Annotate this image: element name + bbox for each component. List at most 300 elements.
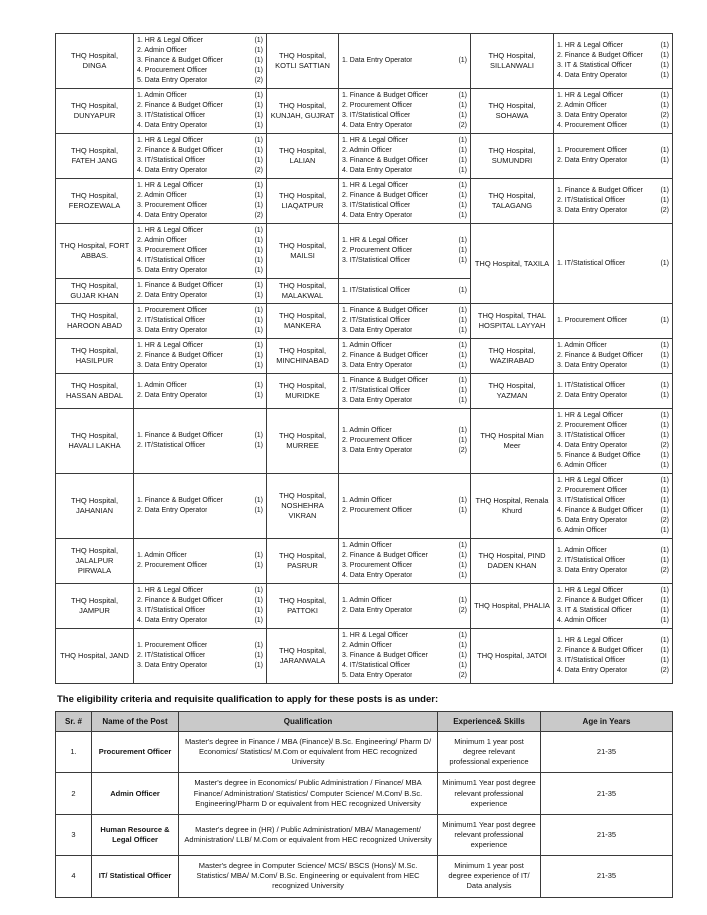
post-count: (1)	[660, 62, 669, 69]
post-count: (1)	[254, 597, 263, 604]
header-sr: Sr. #	[56, 712, 92, 732]
post-label: 2. IT/Statistical Officer	[557, 557, 626, 564]
post-line	[342, 91, 467, 101]
post-count: (2)	[660, 442, 669, 449]
post-line	[342, 201, 467, 211]
post-count: (2)	[458, 447, 467, 454]
post-label: 3. IT/Statistical Officer	[137, 607, 206, 614]
hospital-name-cell: THQ Hospital, YAZMAN	[471, 374, 554, 409]
post-line	[342, 246, 467, 256]
post-count: (1)	[660, 422, 669, 429]
post-label: 3. Finance & Budget Officer	[137, 57, 223, 64]
post-count: (1)	[458, 102, 467, 109]
post-label: 1. Finance & Budget Officer	[557, 187, 643, 194]
post-label: 2. Finance & Budget Officer	[342, 552, 428, 559]
hospital-posts-cell	[134, 584, 267, 629]
post-line	[557, 486, 669, 496]
post-label: 1. Admin Officer	[137, 382, 187, 389]
hospital-name-cell: THQ Hospital, TAXILA	[471, 224, 554, 304]
post-label: 3. Data Entry Operator	[342, 327, 413, 334]
post-count: (1)	[660, 259, 669, 267]
post-label: 3. Data Entry Operator	[137, 662, 208, 669]
post-label: 3. Data Entry Operator	[137, 327, 208, 334]
post-count: (1)	[660, 487, 669, 494]
post-label: 4. Finance & Budget Officer	[557, 507, 643, 514]
post-count: (1)	[458, 387, 467, 394]
post-label: 1. HR & Legal Officer	[342, 632, 409, 639]
hospital-posts-cell	[339, 224, 471, 279]
post-line	[342, 631, 467, 641]
post-count: (1)	[254, 237, 263, 244]
hospital-posts-cell	[339, 179, 471, 224]
post-label: 1. HR & Legal Officer	[557, 637, 624, 644]
post-count: (1)	[254, 317, 263, 324]
post-label: 2. IT/Statistical Officer	[557, 197, 626, 204]
post-line	[137, 256, 263, 266]
post-label: 3. IT/Statistical Officer	[137, 157, 206, 164]
post-line	[137, 381, 263, 391]
post-label: 4. IT/Statistical Officer	[342, 662, 411, 669]
post-label: 3. Data Entry Operator	[342, 397, 413, 404]
post-label: 1. Data Entry Operator	[342, 57, 413, 64]
post-label: 2. Data Entry Operator	[342, 607, 413, 614]
header-experience: Experience& Skills	[438, 712, 541, 732]
post-label: 3. Data Entry Operator	[557, 362, 628, 369]
post-line	[557, 496, 669, 506]
hospital-posts-cell	[554, 224, 673, 304]
post-line	[557, 381, 669, 391]
post-label: 5. Data Entry Operator	[557, 517, 628, 524]
hospital-posts-cell	[339, 374, 471, 409]
post-label: 3. IT/Statistical Officer	[342, 112, 411, 119]
post-line	[557, 259, 669, 269]
post-line	[137, 561, 263, 571]
post-line	[137, 226, 263, 236]
post-line	[342, 316, 467, 326]
post-label: 1. HR & Legal Officer	[342, 182, 409, 189]
post-count: (1)	[458, 167, 467, 174]
criteria-post-name: IT/ Statistical Officer	[92, 856, 179, 897]
post-line	[342, 191, 467, 201]
post-line	[557, 121, 669, 131]
post-count: (1)	[660, 607, 669, 614]
post-label: 2. Admin Officer	[137, 237, 187, 244]
hospital-row	[56, 89, 673, 134]
hospital-posts-cell	[554, 339, 673, 374]
post-line	[342, 101, 467, 111]
post-count: (1)	[254, 147, 263, 154]
post-count: (1)	[660, 362, 669, 369]
post-label: 4. Procurement Officer	[137, 67, 208, 74]
post-count: (1)	[458, 352, 467, 359]
criteria-sr: 3	[56, 814, 92, 855]
post-line	[557, 616, 669, 626]
post-label: 3. Procurement Officer	[137, 247, 208, 254]
post-line	[137, 616, 263, 626]
post-line	[342, 361, 467, 371]
post-line	[342, 571, 467, 581]
post-line	[557, 196, 669, 206]
post-count: (1)	[254, 102, 263, 109]
post-line	[557, 461, 669, 471]
criteria-experience: Minimum1 Year post degree relevant professional experience	[438, 814, 541, 855]
post-count: (1)	[458, 202, 467, 209]
post-count: (1)	[660, 102, 669, 109]
post-line	[137, 246, 263, 256]
post-line	[137, 56, 263, 66]
post-line	[342, 596, 467, 606]
criteria-age: 21-35	[541, 814, 673, 855]
post-count: (1)	[254, 122, 263, 129]
post-label: 1. Admin Officer	[342, 542, 392, 549]
post-label: 4. Data Entry Operator	[342, 167, 413, 174]
post-line	[342, 541, 467, 551]
post-line	[342, 236, 467, 246]
hospital-row	[56, 339, 673, 374]
post-line	[557, 41, 669, 51]
hospital-name-cell: THQ Hospital, PATTOKI	[267, 584, 339, 629]
post-line	[557, 391, 669, 401]
post-line	[137, 326, 263, 336]
post-line	[557, 351, 669, 361]
post-label: 2. Procurement Officer	[557, 422, 628, 429]
hospital-posts-cell	[134, 409, 267, 474]
post-count: (1)	[660, 52, 669, 59]
post-line	[342, 651, 467, 661]
post-line	[557, 506, 669, 516]
post-count: (1)	[254, 67, 263, 74]
post-label: 1. Procurement Officer	[137, 307, 208, 314]
hospital-name-cell: THQ Hospital, MURREE	[267, 409, 339, 474]
post-line	[137, 136, 263, 146]
post-count: (1)	[254, 202, 263, 209]
post-line	[137, 281, 263, 291]
post-count: (1)	[254, 342, 263, 349]
post-label: 1. Admin Officer	[557, 547, 607, 554]
post-count: (1)	[660, 392, 669, 399]
post-label: 1. HR & Legal Officer	[557, 477, 624, 484]
hospital-row	[56, 374, 673, 409]
post-label: 3. IT/Statistical Officer	[342, 257, 411, 264]
hospital-posts-cell	[554, 474, 673, 539]
post-label: 1. Finance & Budget Officer	[342, 377, 428, 384]
post-count: (1)	[660, 462, 669, 469]
post-count: (1)	[458, 137, 467, 144]
hospital-name-cell: THQ Hospital Mian Meer	[471, 409, 554, 474]
post-label: 1. Finance & Budget Officer	[342, 307, 428, 314]
post-count: (1)	[254, 552, 263, 559]
post-line	[342, 286, 467, 296]
hospital-posts-cell	[134, 224, 267, 279]
post-label: 3. Procurement Officer	[137, 202, 208, 209]
post-count: (1)	[458, 562, 467, 569]
post-count: (2)	[254, 167, 263, 174]
post-count: (1)	[254, 192, 263, 199]
post-label: 1. HR & Legal Officer	[557, 42, 624, 49]
post-line	[342, 641, 467, 651]
post-line	[557, 411, 669, 421]
post-count: (1)	[660, 557, 669, 564]
post-label: 2. Data Entry Operator	[137, 507, 208, 514]
hospital-name-cell: THQ Hospital, MINCHINABAD	[267, 339, 339, 374]
post-line	[137, 66, 263, 76]
post-label: 1. HR & Legal Officer	[137, 37, 204, 44]
post-count: (1)	[254, 587, 263, 594]
criteria-age: 21-35	[541, 856, 673, 897]
hospital-posts-cell	[134, 539, 267, 584]
hospital-name-cell: THQ Hospital, MAILSI	[267, 224, 339, 279]
criteria-qualification: Master's degree in Finance / MBA (Finance)/ B.Sc. Engineering/ Pharm D/ Economics/ Statistics/ M.Com or equivalent from HEC recognized University	[179, 732, 438, 773]
post-count: (1)	[458, 317, 467, 324]
post-label: 1. HR & Legal Officer	[137, 182, 204, 189]
post-count: (1)	[660, 647, 669, 654]
post-label: 4. Data Entry Operator	[342, 122, 413, 129]
hospital-name-cell: THQ Hospital, Renala Khurd	[471, 474, 554, 539]
post-count: (1)	[254, 157, 263, 164]
post-label: 6. Admin Officer	[557, 462, 607, 469]
hospital-posts-cell	[554, 374, 673, 409]
post-count: (1)	[660, 92, 669, 99]
post-line	[557, 186, 669, 196]
post-count: (1)	[254, 662, 263, 669]
post-label: 2. Finance & Budget Officer	[557, 52, 643, 59]
post-count: (1)	[458, 212, 467, 219]
hospital-posts-cell	[134, 339, 267, 374]
hospital-name-cell: THQ Hospital, JATOI	[471, 629, 554, 684]
post-line	[137, 596, 263, 606]
post-line	[557, 666, 669, 676]
post-count: (2)	[254, 212, 263, 219]
post-count: (1)	[660, 477, 669, 484]
hospital-name-cell: THQ Hospital, JAHANIAN	[56, 474, 134, 539]
post-label: 3. Data Entry Operator	[557, 207, 628, 214]
hospital-posts-cell	[339, 629, 471, 684]
post-count: (2)	[458, 122, 467, 129]
post-count: (1)	[458, 307, 467, 314]
post-line	[137, 391, 263, 401]
post-label: 2. Procurement Officer	[342, 247, 413, 254]
post-label: 1. Procurement Officer	[557, 147, 628, 154]
post-count: (1)	[254, 617, 263, 624]
hospital-posts-cell	[339, 304, 471, 339]
post-line	[137, 641, 263, 651]
post-label: 2. Admin Officer	[137, 192, 187, 199]
post-count: (1)	[458, 642, 467, 649]
post-line	[557, 91, 669, 101]
criteria-experience: Minimum1 Year post degree relevant professional experience	[438, 773, 541, 814]
post-label: 2. Procurement Officer	[342, 507, 413, 514]
post-count: (1)	[458, 497, 467, 504]
post-label: 1. Procurement Officer	[137, 642, 208, 649]
post-count: (1)	[254, 292, 263, 299]
post-count: (1)	[458, 437, 467, 444]
post-count: (1)	[660, 507, 669, 514]
hospital-name-cell: THQ Hospital, JALALPUR PIRWALA	[56, 539, 134, 584]
post-count: (1)	[660, 432, 669, 439]
post-line	[557, 431, 669, 441]
post-label: 1. Admin Officer	[342, 342, 392, 349]
post-line	[342, 256, 467, 266]
criteria-row	[56, 856, 673, 897]
criteria-sr: 4	[56, 856, 92, 897]
post-count: (1)	[254, 267, 263, 274]
post-line	[342, 341, 467, 351]
post-count: (1)	[458, 572, 467, 579]
criteria-age: 21-35	[541, 732, 673, 773]
hospital-row	[56, 34, 673, 89]
post-count: (1)	[458, 327, 467, 334]
hospital-name-cell: THQ Hospital, HASILPUR	[56, 339, 134, 374]
post-line	[342, 496, 467, 506]
post-label: 1. Admin Officer	[342, 597, 392, 604]
post-count: (1)	[458, 192, 467, 199]
post-label: 1. Admin Officer	[557, 342, 607, 349]
criteria-experience: Minimum 1 year post degree experience of IT/ Data analysis	[438, 856, 541, 897]
post-label: 6. Admin Officer	[557, 527, 607, 534]
post-label: 3. IT/Statistical Officer	[557, 657, 626, 664]
hospital-posts-cell	[339, 409, 471, 474]
hospital-name-cell: THQ Hospital, PASRUR	[267, 539, 339, 584]
post-label: 2. Finance & Budget Officer	[557, 647, 643, 654]
post-line	[137, 306, 263, 316]
hospital-posts-cell	[134, 304, 267, 339]
post-count: (1)	[254, 352, 263, 359]
post-line	[342, 326, 467, 336]
post-count: (1)	[254, 652, 263, 659]
post-line	[137, 606, 263, 616]
criteria-qualification: Master's degree in Economics/ Public Administration / Finance/ MBA Finance/ Administration/ Statistics/ Computer Science/ M.Com/ B.Sc. Engineering/Pharm D or equivalent from HEC recognized University	[179, 773, 438, 814]
post-label: 2. Admin Officer	[342, 147, 392, 154]
post-count: (1)	[254, 382, 263, 389]
post-count: (1)	[660, 317, 669, 324]
hospital-posts-cell	[134, 629, 267, 684]
post-label: 4. Data Entry Operator	[557, 442, 628, 449]
post-line	[557, 421, 669, 431]
hospital-name-cell: THQ Hospital, TALAGANG	[471, 179, 554, 224]
hospital-name-cell: THQ Hospital, DINGA	[56, 34, 134, 89]
post-label: 2. IT/Statistical Officer	[137, 317, 206, 324]
post-label: 1. Finance & Budget Officer	[137, 282, 223, 289]
post-count: (1)	[254, 362, 263, 369]
hospital-name-cell: THQ Hospital, JARANWALA	[267, 629, 339, 684]
post-count: (1)	[660, 72, 669, 79]
post-line	[557, 361, 669, 371]
criteria-sr: 2	[56, 773, 92, 814]
criteria-post-name: Admin Officer	[92, 773, 179, 814]
post-label: 1. HR & Legal Officer	[137, 137, 204, 144]
post-line	[137, 211, 263, 221]
post-label: 3. IT/Statistical Officer	[557, 432, 626, 439]
post-line	[557, 586, 669, 596]
post-line	[557, 61, 669, 71]
header-qualification: Qualification	[179, 712, 438, 732]
post-line	[137, 236, 263, 246]
post-count: (1)	[660, 497, 669, 504]
post-line	[342, 111, 467, 121]
hospital-name-cell: THQ Hospital, FATEH JANG	[56, 134, 134, 179]
post-label: 1. Admin Officer	[342, 427, 392, 434]
post-count: (1)	[458, 377, 467, 384]
hospital-posts-cell	[554, 304, 673, 339]
post-count: (1)	[458, 112, 467, 119]
post-label: 1. HR & Legal Officer	[342, 237, 409, 244]
post-line	[137, 91, 263, 101]
post-line	[137, 156, 263, 166]
hospital-row	[56, 539, 673, 584]
post-label: 3. Procurement Officer	[342, 562, 413, 569]
post-label: 5. Finance & Budget Office	[557, 452, 641, 459]
hospital-name-cell: THQ Hospital, HAROON ABAD	[56, 304, 134, 339]
post-line	[342, 56, 467, 66]
post-label: 2. Admin Officer	[137, 47, 187, 54]
post-line	[557, 476, 669, 486]
header-age: Age in Years	[541, 712, 673, 732]
post-count: (1)	[254, 392, 263, 399]
hospital-row	[56, 474, 673, 539]
post-count: (1)	[660, 657, 669, 664]
post-label: 3. Data Entry Operator	[557, 567, 628, 574]
post-line	[557, 516, 669, 526]
post-label: 2. Procurement Officer	[137, 562, 208, 569]
criteria-qualification: Master's degree in (HR) / Public Administration/ MBA/ Management/ Administration/ LLB/ M.Com or equivalent from HEC recognized University	[179, 814, 438, 855]
post-label: 2. Data Entry Operator	[557, 157, 628, 164]
post-label: 4. Data Entry Operator	[342, 212, 413, 219]
post-count: (1)	[458, 147, 467, 154]
post-label: 2. Finance & Budget Officer	[137, 147, 223, 154]
post-label: 5. Data Entry Operator	[137, 77, 208, 84]
post-label: 1. Admin Officer	[342, 497, 392, 504]
post-line	[137, 46, 263, 56]
hospital-posts-cell	[134, 179, 267, 224]
eligibility-heading: The eligibility criteria and requisite qualification to apply for these posts is as under:	[57, 694, 439, 705]
post-count: (1)	[458, 237, 467, 244]
post-line	[137, 266, 263, 276]
post-label: 1. Admin Officer	[137, 92, 187, 99]
post-label: 2. Admin Officer	[342, 642, 392, 649]
post-label: 2. Data Entry Operator	[137, 292, 208, 299]
post-line	[342, 426, 467, 436]
post-label: 4. Data Entry Operator	[557, 72, 628, 79]
hospital-name-cell: THQ Hospital, FEROZEWALA	[56, 179, 134, 224]
post-count: (1)	[660, 637, 669, 644]
post-count: (1)	[660, 42, 669, 49]
post-count: (1)	[458, 57, 467, 64]
hospital-name-cell: THQ Hospital, SOHAWA	[471, 89, 554, 134]
post-count: (1)	[458, 427, 467, 434]
post-line	[557, 146, 669, 156]
post-line	[137, 316, 263, 326]
post-count: (1)	[660, 197, 669, 204]
post-count: (1)	[254, 327, 263, 334]
hospital-name-cell: THQ Hospital, SUMUNDRI	[471, 134, 554, 179]
post-label: 2. Finance & Budget Officer	[557, 352, 643, 359]
post-line	[557, 71, 669, 81]
post-line	[137, 76, 263, 86]
hospital-name-cell: THQ Hospital, HAVALI LAKHA	[56, 409, 134, 474]
hospital-name-cell: THQ Hospital, HASSAN ABDAL	[56, 374, 134, 409]
hospital-row	[56, 134, 673, 179]
post-count: (1)	[458, 597, 467, 604]
post-line	[137, 361, 263, 371]
post-label: 1. HR & Legal Officer	[137, 227, 204, 234]
post-label: 3. Data Entry Operator	[557, 112, 628, 119]
criteria-row	[56, 732, 673, 773]
post-label: 2. Data Entry Operator	[137, 392, 208, 399]
post-line	[137, 341, 263, 351]
hospital-posts-cell	[339, 584, 471, 629]
post-label: 1. Finance & Budget Officer	[137, 432, 223, 439]
hospital-name-cell: THQ Hospital, PHALIA	[471, 584, 554, 629]
